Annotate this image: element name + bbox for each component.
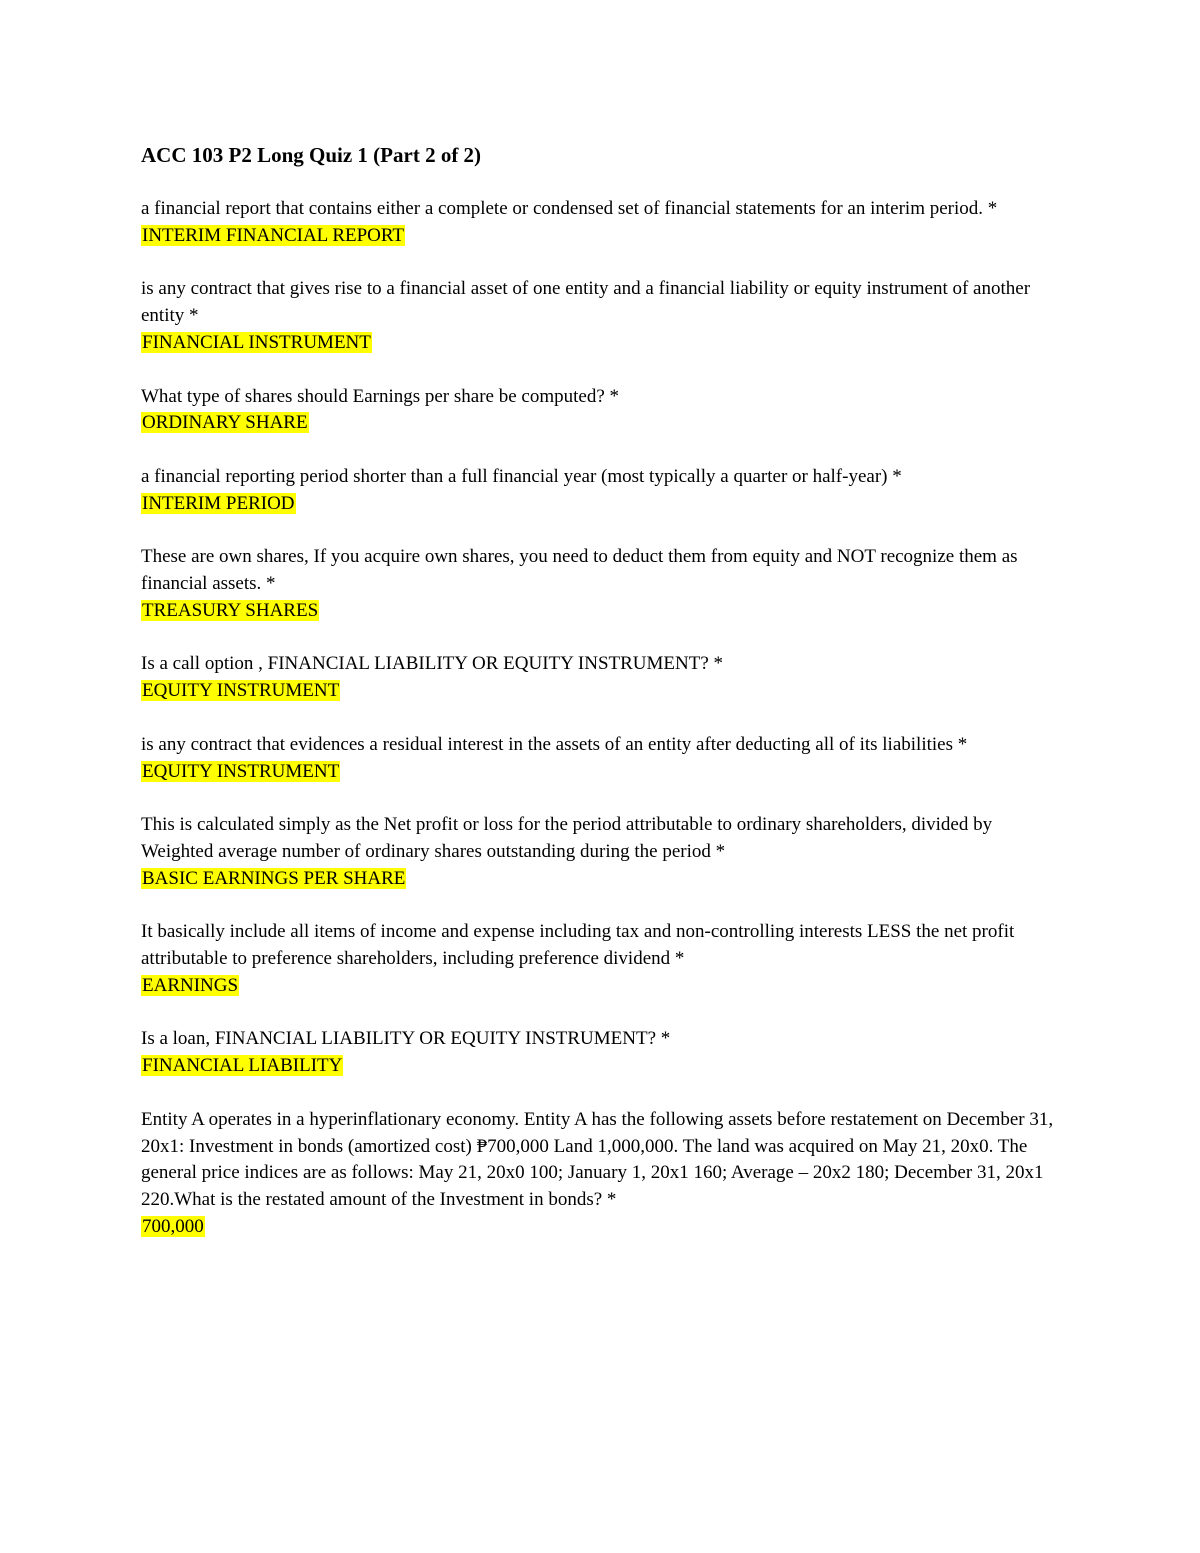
qa-item — [141, 651, 1066, 704]
qa-item — [141, 1107, 1066, 1241]
qa-item — [141, 812, 1066, 892]
answer-highlight — [141, 866, 1066, 893]
qa-item — [141, 464, 1066, 517]
answer-highlight — [141, 759, 1066, 786]
answer-highlight — [141, 973, 1066, 1000]
qa-item — [141, 919, 1066, 999]
qa-item — [141, 732, 1066, 785]
question-text: Is a call option , FINANCIAL LIABILITY OR EQUITY INSTRUMENT? * — [141, 653, 724, 675]
question-text: What type of shares should Earnings per share be computed? * — [141, 385, 620, 407]
question-text: is any contract that gives rise to a financial asset of one entity and a financial liability or equity instrument of another entity * — [141, 278, 1031, 327]
question-text: Is a loan, FINANCIAL LIABILITY OR EQUITY INSTRUMENT? * — [141, 1028, 671, 1050]
answer-text: BASIC EARNINGS PER SHARE — [142, 867, 406, 889]
qa-item — [141, 544, 1066, 624]
qa-item — [141, 276, 1066, 356]
answer-highlight — [141, 1214, 1066, 1241]
answer-text: 700,000 — [142, 1215, 204, 1237]
answer-text: FINANCIAL LIABILITY — [142, 1055, 343, 1077]
answer-highlight — [141, 223, 1066, 250]
qa-item — [141, 1026, 1066, 1079]
answer-highlight — [141, 1053, 1066, 1080]
document-page — [141, 140, 1066, 1267]
question-text: is any contract that evidences a residual interest in the assets of an entity after deducting all of its liabilities * — [141, 733, 968, 755]
question-text: These are own shares, If you acquire own shares, you need to deduct them from equity and NOT recognize them as financial assets. * — [141, 546, 1018, 595]
answer-text: ORDINARY SHARE — [142, 412, 308, 434]
answer-text: INTERIM PERIOD — [142, 492, 295, 514]
question-text: It basically include all items of income and expense including tax and non-controlling interests LESS the net profit attributable to preference shareholders, including preference dividend * — [141, 921, 1015, 970]
question-text: This is calculated simply as the Net profit or loss for the period attributable to ordinary shareholders, divided by Weighted average number of ordinary shares outstanding during the period * — [141, 814, 993, 862]
answer-text: INTERIM FINANCIAL REPORT — [142, 224, 405, 246]
answer-text: FINANCIAL INSTRUMENT — [142, 331, 371, 353]
document-title: ACC 103 P2 Long Quiz 1 (Part 2 of 2) — [141, 143, 482, 167]
answer-text: EARNINGS — [142, 974, 239, 996]
question-text: a financial reporting period shorter than a full financial year (most typically a quarter or half-year) * — [141, 465, 902, 487]
answer-text: TREASURY SHARES — [142, 599, 319, 621]
answer-text: EQUITY INSTRUMENT — [142, 760, 340, 782]
qa-item — [141, 196, 1066, 249]
qa-item — [141, 384, 1066, 437]
question-text: a financial report that contains either a complete or condensed set of financial statements for an interim period. * — [141, 198, 998, 219]
answer-highlight — [141, 598, 1066, 625]
answer-highlight — [141, 410, 1066, 437]
answer-highlight — [141, 491, 1066, 518]
answer-highlight — [141, 330, 1066, 357]
question-text: Entity A operates in a hyperinflationary economy. Entity A has the following assets before restatement on December 31, 20x1: Investment in bonds (amortized cost) ₱700,000 Land 1,000,000. The land was acquired on May 21, 20x0. The general price indices are as follows: May 21, 20x0 100; January 1, 20x1 160; Average – 20x2 180; December 31, 20x1 220.What is the restated amount of the Investment in bonds? * — [141, 1108, 1054, 1210]
answer-text: EQUITY INSTRUMENT — [142, 680, 340, 702]
answer-highlight — [141, 678, 1066, 705]
